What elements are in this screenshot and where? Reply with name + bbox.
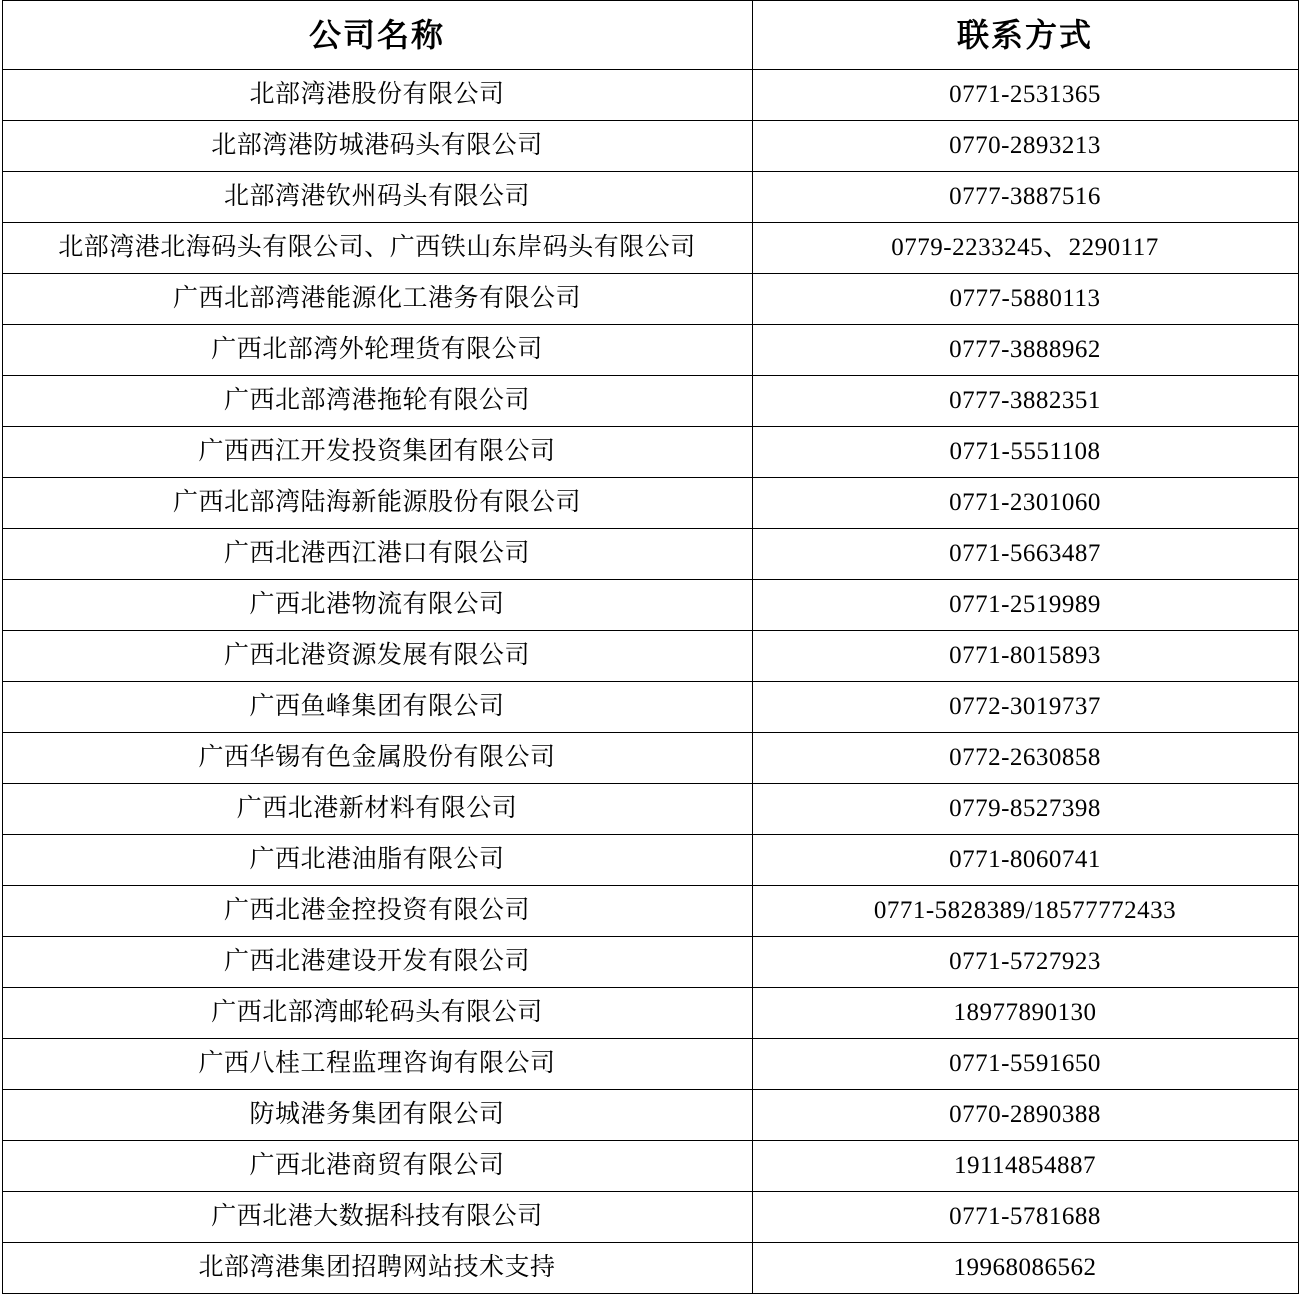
cell-contact-number: 0777-3887516 <box>752 172 1298 223</box>
cell-company-name: 广西北港资源发展有限公司 <box>2 631 752 682</box>
cell-contact-number: 0771-5591650 <box>752 1039 1298 1090</box>
table-body <box>2 70 1298 1294</box>
cell-contact-number: 0771-5551108 <box>752 427 1298 478</box>
cell-company-name: 广西北港大数据科技有限公司 <box>2 1192 752 1243</box>
cell-contact-number: 19968086562 <box>752 1243 1298 1294</box>
cell-company-name: 广西北部湾外轮理货有限公司 <box>2 325 752 376</box>
cell-company-name: 广西华锡有色金属股份有限公司 <box>2 733 752 784</box>
table-row <box>2 682 1298 733</box>
company-contact-table <box>2 0 1299 1294</box>
cell-company-name: 广西北港金控投资有限公司 <box>2 886 752 937</box>
cell-company-name: 广西北港西江港口有限公司 <box>2 529 752 580</box>
table-row <box>2 988 1298 1039</box>
table-row <box>2 733 1298 784</box>
cell-contact-number: 0777-3888962 <box>752 325 1298 376</box>
cell-contact-number: 0772-2630858 <box>752 733 1298 784</box>
cell-company-name: 广西北港建设开发有限公司 <box>2 937 752 988</box>
table-row <box>2 529 1298 580</box>
cell-contact-number: 0779-2233245、2290117 <box>752 223 1298 274</box>
cell-company-name: 北部湾港防城港码头有限公司 <box>2 121 752 172</box>
cell-contact-number: 0779-8527398 <box>752 784 1298 835</box>
cell-contact-number: 0771-5828389/18577772433 <box>752 886 1298 937</box>
table-row <box>2 1192 1298 1243</box>
table-row <box>2 1039 1298 1090</box>
cell-contact-number: 0777-3882351 <box>752 376 1298 427</box>
table-row <box>2 376 1298 427</box>
table-row <box>2 1243 1298 1294</box>
cell-company-name: 防城港务集团有限公司 <box>2 1090 752 1141</box>
table-row <box>2 835 1298 886</box>
cell-company-name: 广西西江开发投资集团有限公司 <box>2 427 752 478</box>
cell-contact-number: 0771-5663487 <box>752 529 1298 580</box>
cell-company-name: 广西北部湾港能源化工港务有限公司 <box>2 274 752 325</box>
table-row <box>2 274 1298 325</box>
cell-contact-number: 0777-5880113 <box>752 274 1298 325</box>
table-row <box>2 325 1298 376</box>
cell-company-name: 北部湾港北海码头有限公司、广西铁山东岸码头有限公司 <box>2 223 752 274</box>
cell-company-name: 广西鱼峰集团有限公司 <box>2 682 752 733</box>
cell-contact-number: 0771-2519989 <box>752 580 1298 631</box>
cell-company-name: 广西北部湾港拖轮有限公司 <box>2 376 752 427</box>
table-row <box>2 478 1298 529</box>
cell-contact-number: 19114854887 <box>752 1141 1298 1192</box>
cell-company-name: 北部湾港钦州码头有限公司 <box>2 172 752 223</box>
cell-company-name: 广西北港新材料有限公司 <box>2 784 752 835</box>
table-row <box>2 886 1298 937</box>
cell-contact-number: 0772-3019737 <box>752 682 1298 733</box>
cell-contact-number: 0770-2890388 <box>752 1090 1298 1141</box>
cell-contact-number: 18977890130 <box>752 988 1298 1039</box>
cell-contact-number: 0771-5781688 <box>752 1192 1298 1243</box>
cell-company-name: 广西北港物流有限公司 <box>2 580 752 631</box>
table-header-row <box>2 1 1298 70</box>
table-row <box>2 784 1298 835</box>
table-row <box>2 631 1298 682</box>
table-row <box>2 1141 1298 1192</box>
table-row <box>2 121 1298 172</box>
column-header-company: 公司名称 <box>2 1 752 70</box>
cell-company-name: 广西北港商贸有限公司 <box>2 1141 752 1192</box>
cell-company-name: 广西北港油脂有限公司 <box>2 835 752 886</box>
column-header-contact: 联系方式 <box>752 1 1298 70</box>
table-row <box>2 1090 1298 1141</box>
cell-contact-number: 0771-2531365 <box>752 70 1298 121</box>
cell-contact-number: 0771-5727923 <box>752 937 1298 988</box>
cell-company-name: 广西八桂工程监理咨询有限公司 <box>2 1039 752 1090</box>
cell-contact-number: 0771-2301060 <box>752 478 1298 529</box>
cell-contact-number: 0770-2893213 <box>752 121 1298 172</box>
table-header <box>2 1 1298 70</box>
cell-company-name: 北部湾港股份有限公司 <box>2 70 752 121</box>
cell-contact-number: 0771-8015893 <box>752 631 1298 682</box>
table-row <box>2 172 1298 223</box>
table-row <box>2 580 1298 631</box>
cell-company-name: 广西北部湾陆海新能源股份有限公司 <box>2 478 752 529</box>
table-row <box>2 70 1298 121</box>
cell-company-name: 广西北部湾邮轮码头有限公司 <box>2 988 752 1039</box>
cell-company-name: 北部湾港集团招聘网站技术支持 <box>2 1243 752 1294</box>
table-row <box>2 937 1298 988</box>
cell-contact-number: 0771-8060741 <box>752 835 1298 886</box>
table-row <box>2 223 1298 274</box>
table-row <box>2 427 1298 478</box>
